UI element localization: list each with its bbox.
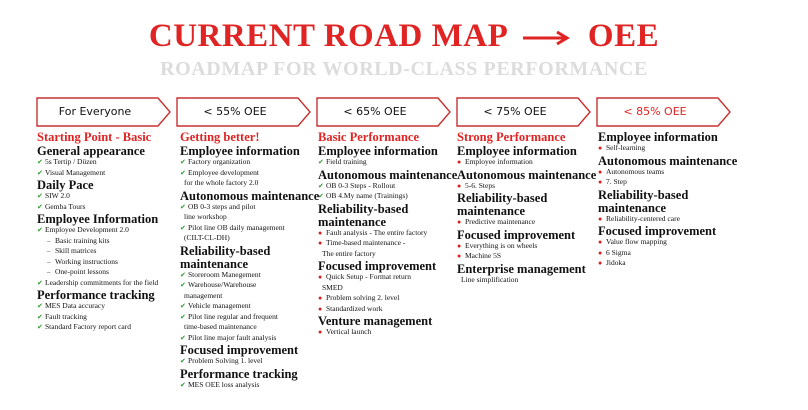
item-text: Visual Management bbox=[45, 167, 106, 177]
item-text: Leadership commitments for the field bbox=[45, 277, 159, 287]
bullet-icon: ● bbox=[318, 273, 323, 281]
item-text: Employee information bbox=[457, 144, 577, 158]
check-icon: ✔ bbox=[37, 158, 43, 166]
stage-2 bbox=[176, 97, 312, 127]
section-heading bbox=[180, 145, 325, 157]
title-target: OEE bbox=[587, 18, 660, 54]
item-text: Daily Pace bbox=[37, 178, 94, 192]
check-icon: ✔ bbox=[37, 226, 43, 234]
list-item bbox=[180, 291, 325, 302]
list-item bbox=[180, 356, 325, 367]
list-item bbox=[318, 272, 463, 283]
stage-label: < 55% OEE bbox=[203, 105, 267, 118]
dash-icon: – bbox=[47, 257, 51, 266]
list-item bbox=[598, 167, 743, 178]
section-heading bbox=[457, 205, 602, 217]
list-item bbox=[37, 278, 182, 289]
item-text: Employee Information bbox=[37, 212, 159, 226]
item-text: Employee information bbox=[465, 157, 533, 166]
level-title: Basic Performance bbox=[318, 130, 420, 144]
section-heading bbox=[37, 213, 182, 225]
list-item bbox=[180, 322, 325, 333]
list-item bbox=[37, 157, 182, 168]
list-item bbox=[180, 280, 325, 291]
item-text: Reliability-based bbox=[180, 243, 271, 258]
list-item bbox=[180, 202, 325, 213]
list-item bbox=[180, 233, 325, 244]
section-heading bbox=[457, 263, 602, 275]
list-item bbox=[180, 380, 325, 391]
item-text: Pilot line OB daily management bbox=[188, 222, 285, 232]
sub-list-item bbox=[37, 236, 182, 247]
section-heading bbox=[598, 202, 743, 214]
item-text: Line simplification bbox=[461, 274, 519, 284]
item-text: maintenance bbox=[318, 214, 387, 229]
item-text: Autonomous maintenance bbox=[598, 153, 738, 168]
list-item bbox=[457, 181, 602, 192]
section-heading bbox=[598, 155, 743, 167]
stage-label: For Everyone bbox=[58, 105, 132, 118]
item-text: Gemba Tours bbox=[45, 201, 86, 211]
bullet-icon: ● bbox=[598, 238, 603, 246]
roadmap-column-4 bbox=[457, 130, 602, 285]
item-text: OB 4.My name (Trainings) bbox=[326, 191, 408, 200]
sub-list-item bbox=[37, 257, 182, 268]
list-item bbox=[180, 223, 325, 234]
section-heading bbox=[180, 258, 325, 270]
item-text: Field training bbox=[326, 157, 367, 166]
item-text: Employee Development 2.0 bbox=[45, 225, 129, 234]
item-text: Time-based maintenance - bbox=[326, 238, 406, 247]
item-text: Focused improvement bbox=[598, 224, 717, 238]
list-item bbox=[318, 293, 463, 304]
check-icon: ✔ bbox=[180, 168, 186, 177]
list-item bbox=[37, 322, 182, 333]
level-title: Starting Point - Basic bbox=[37, 130, 152, 144]
check-icon: ✔ bbox=[37, 312, 43, 321]
bullet-icon: ● bbox=[598, 248, 603, 257]
item-text: Employee information bbox=[180, 144, 300, 158]
level-title: Getting better! bbox=[180, 130, 260, 144]
item-text: Focused improvement bbox=[318, 259, 437, 273]
bullet-icon: ● bbox=[457, 241, 462, 250]
list-item bbox=[37, 168, 182, 179]
subtitle: ROADMAP FOR WORLD-CLASS PERFORMANCE bbox=[160, 58, 648, 80]
section-heading bbox=[318, 145, 463, 157]
title-text: CURRENT ROAD MAP bbox=[148, 18, 507, 54]
section-heading bbox=[598, 189, 743, 201]
list-item bbox=[180, 178, 325, 189]
roadmap-column-2 bbox=[180, 130, 325, 390]
check-icon: ✔ bbox=[318, 192, 324, 200]
section-heading bbox=[180, 344, 325, 356]
item-text: SMED bbox=[322, 282, 343, 292]
check-icon: ✔ bbox=[318, 158, 324, 166]
bullet-icon: ● bbox=[457, 181, 462, 190]
bullet-icon: ● bbox=[318, 304, 323, 313]
item-text: Performance tracking bbox=[180, 366, 298, 381]
list-item bbox=[457, 241, 602, 252]
list-item bbox=[180, 301, 325, 312]
section-heading bbox=[457, 145, 602, 157]
list-item bbox=[37, 202, 182, 213]
check-icon: ✔ bbox=[180, 333, 186, 342]
item-text: Predictive maintenance bbox=[465, 217, 536, 226]
bullet-icon: ● bbox=[457, 252, 462, 260]
stage-1 bbox=[36, 97, 172, 127]
item-text: Working instructions bbox=[55, 256, 118, 266]
bullet-icon: ● bbox=[598, 178, 603, 186]
item-text: Employee development bbox=[188, 167, 260, 177]
check-icon: ✔ bbox=[180, 158, 186, 166]
list-item bbox=[457, 251, 602, 262]
item-text: Focused improvement bbox=[457, 227, 576, 242]
section-heading bbox=[457, 229, 602, 241]
item-text: Autonomous maintenance bbox=[318, 167, 458, 182]
section-heading bbox=[180, 245, 325, 257]
item-text: maintenance bbox=[457, 204, 526, 218]
item-text: OB 0-3 steps and pilot bbox=[188, 201, 256, 211]
list-item bbox=[318, 181, 463, 192]
item-text: OB 0-3 Steps - Rollout bbox=[326, 180, 396, 190]
list-item bbox=[318, 157, 463, 168]
bullet-icon: ● bbox=[598, 214, 603, 223]
level-title: Strong Performance bbox=[457, 130, 566, 144]
item-text: Focused improvement bbox=[180, 343, 299, 357]
item-text: for the whole factory 2.0 bbox=[184, 178, 259, 187]
item-text: Standard Factory report card bbox=[45, 322, 132, 331]
item-text: Factory organization bbox=[188, 157, 251, 166]
item-text: Jidoka bbox=[606, 258, 626, 267]
item-text: 5-6. Steps bbox=[465, 180, 495, 190]
section-heading bbox=[318, 216, 463, 228]
list-item bbox=[180, 270, 325, 281]
item-text: Vertical launch bbox=[326, 327, 372, 336]
section-heading bbox=[457, 169, 602, 181]
check-icon: ✔ bbox=[180, 202, 186, 211]
item-text: Basic training kits bbox=[55, 235, 110, 245]
item-text: MES Data accuracy bbox=[45, 301, 105, 310]
section-heading bbox=[318, 260, 463, 272]
item-text: SIW 2.0 bbox=[45, 191, 70, 200]
section-heading bbox=[598, 131, 743, 143]
item-text: Everything is on wheels bbox=[465, 240, 538, 250]
list-item bbox=[598, 258, 743, 269]
item-text: Machine 5S bbox=[465, 251, 502, 260]
item-text: One-point lessons bbox=[55, 267, 109, 276]
list-item bbox=[318, 191, 463, 202]
list-item bbox=[37, 301, 182, 312]
check-icon: ✔ bbox=[180, 380, 186, 389]
section-heading bbox=[180, 368, 325, 380]
item-text: Autonomous maintenance bbox=[180, 188, 320, 203]
item-text: Value flow mapping bbox=[606, 237, 667, 246]
bullet-icon: ● bbox=[457, 218, 462, 226]
list-item bbox=[457, 217, 602, 228]
list-item bbox=[457, 275, 602, 286]
stage-4 bbox=[456, 97, 592, 127]
check-icon: ✔ bbox=[318, 181, 324, 190]
check-icon: ✔ bbox=[37, 278, 43, 287]
stage-5 bbox=[596, 97, 732, 127]
check-icon: ✔ bbox=[37, 323, 43, 331]
item-text: Standardized work bbox=[326, 303, 383, 313]
item-text: The entire factory bbox=[322, 248, 376, 258]
list-item bbox=[37, 191, 182, 202]
arrow-right-icon bbox=[521, 30, 573, 46]
check-icon: ✔ bbox=[180, 312, 186, 321]
item-text: Reliability-based bbox=[318, 201, 409, 216]
bullet-icon: ● bbox=[318, 239, 323, 247]
section-heading bbox=[180, 190, 325, 202]
item-text: (CILT-CL-DH) bbox=[184, 233, 230, 242]
list-item bbox=[598, 248, 743, 259]
check-icon: ✔ bbox=[180, 302, 186, 310]
item-text: 7. Step bbox=[606, 177, 627, 186]
section-heading bbox=[598, 225, 743, 237]
item-text: Fault tracking bbox=[45, 311, 87, 321]
item-text: maintenance bbox=[598, 200, 667, 215]
item-text: Performance tracking bbox=[37, 288, 155, 302]
list-item bbox=[180, 212, 325, 223]
stage-label: < 65% OEE bbox=[343, 105, 407, 118]
section-heading bbox=[318, 169, 463, 181]
section-heading bbox=[37, 145, 182, 157]
item-text: Reliability-centered care bbox=[606, 213, 680, 223]
dash-icon: – bbox=[47, 247, 51, 255]
sub-list-item bbox=[37, 246, 182, 257]
section-heading bbox=[318, 203, 463, 215]
item-text: Skill matrices bbox=[55, 246, 97, 255]
item-text: Fault analysis - The entire factory bbox=[326, 227, 428, 237]
bullet-icon: ● bbox=[598, 144, 603, 152]
list-item bbox=[318, 327, 463, 338]
item-text: Enterprise management bbox=[457, 261, 586, 276]
item-text: Storeroom Manegement bbox=[188, 269, 261, 279]
list-item bbox=[318, 228, 463, 239]
list-item bbox=[37, 312, 182, 323]
section-heading bbox=[37, 179, 182, 191]
bullet-icon: ● bbox=[457, 158, 462, 166]
item-text: Pilot line major fault analysis bbox=[188, 332, 277, 342]
item-text: MES OEE loss analysis bbox=[188, 379, 260, 389]
stage-label: < 75% OEE bbox=[483, 105, 547, 118]
list-item bbox=[457, 157, 602, 168]
item-text: Employee information bbox=[598, 130, 718, 144]
item-text: Self-learning bbox=[606, 143, 646, 152]
item-text: 6 Sigma bbox=[606, 247, 631, 257]
bullet-icon: ● bbox=[318, 328, 323, 336]
item-text: Problem solving 2. level bbox=[326, 293, 400, 302]
page-title bbox=[0, 18, 808, 55]
item-text: Quick Setup - Format return bbox=[326, 272, 411, 281]
section-heading bbox=[37, 289, 182, 301]
list-item bbox=[37, 225, 182, 236]
sub-list-item bbox=[37, 267, 182, 278]
check-icon: ✔ bbox=[180, 223, 186, 232]
list-item bbox=[598, 237, 743, 248]
bullet-icon: ● bbox=[318, 228, 323, 237]
item-text: Autonomous maintenance bbox=[457, 167, 597, 182]
dash-icon: – bbox=[47, 236, 51, 245]
list-item bbox=[598, 143, 743, 154]
list-item bbox=[180, 157, 325, 168]
item-text: 5s Tertip / Düzen bbox=[45, 157, 97, 166]
check-icon: ✔ bbox=[180, 270, 186, 279]
list-item bbox=[180, 333, 325, 344]
check-icon: ✔ bbox=[180, 281, 186, 289]
bullet-icon: ● bbox=[598, 167, 603, 176]
section-heading bbox=[318, 315, 463, 327]
item-text: time-based maintenance bbox=[184, 322, 257, 331]
check-icon: ✔ bbox=[37, 168, 43, 177]
stage-label: < 85% OEE bbox=[623, 105, 687, 118]
list-item bbox=[180, 168, 325, 179]
roadmap-column-3 bbox=[318, 130, 463, 338]
item-text: Venture management bbox=[318, 314, 433, 328]
item-text: Employee information bbox=[318, 144, 438, 158]
item-text: Reliability-based bbox=[598, 187, 689, 202]
item-text: management bbox=[184, 290, 223, 300]
list-item bbox=[318, 283, 463, 294]
list-item bbox=[318, 249, 463, 260]
item-text: Pilot line regular and frequent bbox=[188, 311, 278, 321]
item-text: maintenance bbox=[180, 256, 249, 271]
item-text: Warehouse/Warehouse bbox=[188, 280, 257, 289]
item-text: line workshop bbox=[184, 212, 227, 221]
item-text: Vehicle management bbox=[188, 301, 251, 310]
item-text: General appearance bbox=[37, 144, 145, 158]
item-text: Problem Solving 1. level bbox=[188, 356, 263, 365]
roadmap-column-5 bbox=[598, 130, 743, 269]
check-icon: ✔ bbox=[37, 202, 43, 211]
item-text: Reliability-based bbox=[457, 191, 548, 205]
section-heading bbox=[457, 192, 602, 204]
list-item bbox=[318, 238, 463, 249]
list-item bbox=[318, 304, 463, 315]
list-item bbox=[598, 177, 743, 188]
bullet-icon: ● bbox=[598, 259, 603, 267]
check-icon: ✔ bbox=[37, 192, 43, 200]
list-item bbox=[598, 214, 743, 225]
list-item bbox=[180, 312, 325, 323]
roadmap-column-1 bbox=[37, 130, 182, 333]
bullet-icon: ● bbox=[318, 294, 323, 302]
item-text: Autonomous teams bbox=[606, 166, 665, 176]
dash-icon: – bbox=[47, 268, 51, 276]
check-icon: ✔ bbox=[37, 302, 43, 310]
stage-3 bbox=[316, 97, 452, 127]
check-icon: ✔ bbox=[180, 357, 186, 365]
